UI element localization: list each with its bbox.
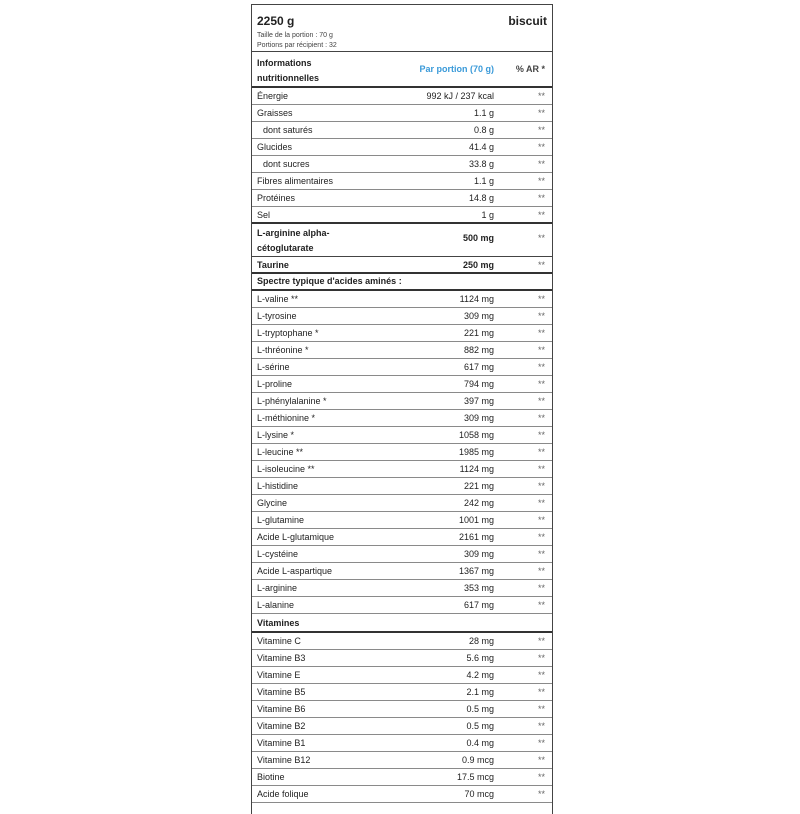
row-value: 1985 mg xyxy=(458,447,494,457)
table-row xyxy=(252,718,552,735)
amino-acids-list xyxy=(252,291,552,614)
nutrient-ar: ** xyxy=(537,125,545,135)
row-ar: ** xyxy=(537,721,545,731)
row-ar: ** xyxy=(537,379,545,389)
row-name: L-arginine xyxy=(257,583,298,593)
row-value: 0.5 mg xyxy=(466,704,494,714)
nutrient-name: dont sucres xyxy=(263,159,310,169)
table-row xyxy=(252,156,552,173)
column-header-row xyxy=(252,52,552,88)
table-row xyxy=(252,752,552,769)
row-value: 309 mg xyxy=(463,549,494,559)
row-value: 397 mg xyxy=(463,396,494,406)
table-row xyxy=(252,478,552,495)
row-value: 353 mg xyxy=(463,583,494,593)
table-row xyxy=(252,597,552,614)
row-name: Acide L-glutamique xyxy=(257,532,335,542)
row-value: 0.4 mg xyxy=(466,738,494,748)
table-row xyxy=(252,769,552,786)
nutrient-value: 41.4 g xyxy=(468,142,494,152)
nutrient-ar: ** xyxy=(537,142,545,152)
row-value: 221 mg xyxy=(463,481,494,491)
section-title: Spectre typique d'acides aminés : xyxy=(257,276,402,286)
nutrient-ar: ** xyxy=(537,108,545,118)
table-row-special xyxy=(252,224,552,257)
nutrient-value: 992 kJ / 237 kcal xyxy=(426,91,494,101)
servings-per-container: Portions par récipient : 32 xyxy=(257,42,337,49)
row-ar: ** xyxy=(537,515,545,525)
serving-size: Taille de la portion : 70 g xyxy=(257,32,333,39)
row-name: L-lysine * xyxy=(257,430,295,440)
product-header xyxy=(252,5,552,52)
row-name: L-thréonine * xyxy=(257,345,309,355)
row-ar: ** xyxy=(537,294,545,304)
table-row xyxy=(252,427,552,444)
row-value: 242 mg xyxy=(463,498,494,508)
table-row xyxy=(252,410,552,427)
table-row xyxy=(252,667,552,684)
nutrition-facts-panel xyxy=(251,4,553,814)
nutrient-value: 14.8 g xyxy=(468,193,494,203)
column-header-ar: % AR * xyxy=(515,64,545,74)
table-row xyxy=(252,393,552,410)
row-ar: ** xyxy=(537,362,545,372)
row-name: Acide L-aspartique xyxy=(257,566,333,576)
table-row xyxy=(252,207,552,224)
row-value: 794 mg xyxy=(463,379,494,389)
nutrient-name: dont saturés xyxy=(263,125,313,135)
table-row xyxy=(252,325,552,342)
special-ar: ** xyxy=(537,260,545,270)
row-value: 1367 mg xyxy=(458,566,494,576)
nutrient-name: Fibres alimentaires xyxy=(257,176,334,186)
column-header-per-portion: Par portion (70 g) xyxy=(419,64,494,74)
row-ar: ** xyxy=(537,600,545,610)
special-name: Taurine xyxy=(257,260,289,270)
row-name: Acide folique xyxy=(257,789,309,799)
nutrient-name: Énergie xyxy=(257,91,289,101)
row-name: L-isoleucine ** xyxy=(257,464,315,474)
row-name: Vitamine B3 xyxy=(257,653,306,663)
table-row xyxy=(252,650,552,667)
row-ar: ** xyxy=(537,670,545,680)
row-ar: ** xyxy=(537,738,545,748)
row-name: Vitamine B5 xyxy=(257,687,306,697)
row-value: 28 mg xyxy=(468,636,494,646)
row-ar: ** xyxy=(537,413,545,423)
row-ar: ** xyxy=(537,447,545,457)
table-row xyxy=(252,461,552,478)
column-header-name: Informations nutritionnelles xyxy=(257,58,320,83)
row-ar: ** xyxy=(537,311,545,321)
row-name: Vitamine E xyxy=(257,670,301,680)
nutrient-ar: ** xyxy=(537,176,545,186)
nutrient-value: 0.8 g xyxy=(473,125,494,135)
nutrient-name: Glucides xyxy=(257,142,293,152)
row-name: L-cystéine xyxy=(257,549,299,559)
row-value: 1058 mg xyxy=(458,430,494,440)
nutrient-name: Sel xyxy=(257,210,271,220)
row-value: 2.1 mg xyxy=(466,687,494,697)
row-name: L-valine ** xyxy=(257,294,299,304)
row-value: 1124 mg xyxy=(459,294,494,304)
table-row xyxy=(252,308,552,325)
row-value: 17.5 mcg xyxy=(456,772,494,782)
table-row xyxy=(252,190,552,207)
special-name: L-arginine alpha-cétoglutarate xyxy=(257,228,330,253)
nutrient-ar: ** xyxy=(537,193,545,203)
table-row xyxy=(252,701,552,718)
nutrient-value: 1.1 g xyxy=(473,176,494,186)
flavor-label: biscuit xyxy=(508,14,547,28)
nutrient-ar: ** xyxy=(537,159,545,169)
row-name: Vitamine B2 xyxy=(257,721,306,731)
nutrient-value: 33.8 g xyxy=(468,159,494,169)
special-value: 250 mg xyxy=(462,260,494,270)
row-value: 0.5 mg xyxy=(466,721,494,731)
row-value: 882 mg xyxy=(463,345,494,355)
nutrient-ar: ** xyxy=(537,210,545,220)
row-ar: ** xyxy=(537,549,545,559)
table-row xyxy=(252,122,552,139)
nutrient-ar: ** xyxy=(537,91,545,101)
table-row xyxy=(252,359,552,376)
row-ar: ** xyxy=(537,430,545,440)
section-header-vitamins xyxy=(252,616,552,633)
table-row xyxy=(252,563,552,580)
row-name: L-phénylalanine * xyxy=(257,396,327,406)
table-row xyxy=(252,291,552,308)
row-value: 617 mg xyxy=(463,362,494,372)
section-title: Vitamines xyxy=(257,618,300,628)
table-row xyxy=(252,684,552,701)
row-ar: ** xyxy=(537,532,545,542)
row-value: 0.9 mcg xyxy=(461,755,494,765)
vitamins-list xyxy=(252,633,552,803)
row-name: Biotine xyxy=(257,772,285,782)
row-ar: ** xyxy=(537,653,545,663)
table-row xyxy=(252,139,552,156)
row-name: Glycine xyxy=(257,498,288,508)
row-value: 5.6 mg xyxy=(466,653,494,663)
row-ar: ** xyxy=(537,789,545,799)
row-value: 2161 mg xyxy=(458,532,494,542)
row-ar: ** xyxy=(537,464,545,474)
row-ar: ** xyxy=(537,636,545,646)
row-name: L-alanine xyxy=(257,600,295,610)
table-row xyxy=(252,173,552,190)
row-ar: ** xyxy=(537,772,545,782)
row-name: L-histidine xyxy=(257,481,299,491)
row-ar: ** xyxy=(537,481,545,491)
nutrient-value: 1 g xyxy=(481,210,494,220)
row-ar: ** xyxy=(537,687,545,697)
table-row xyxy=(252,105,552,122)
row-name: Vitamine C xyxy=(257,636,301,646)
table-row xyxy=(252,735,552,752)
row-name: L-tryptophane * xyxy=(257,328,319,338)
table-row xyxy=(252,342,552,359)
row-value: 1124 mg xyxy=(459,464,494,474)
row-value: 309 mg xyxy=(463,413,494,423)
table-row xyxy=(252,88,552,105)
row-name: L-leucine ** xyxy=(257,447,304,457)
row-ar: ** xyxy=(537,583,545,593)
row-value: 70 mcg xyxy=(464,789,494,799)
row-name: L-proline xyxy=(257,379,293,389)
table-row xyxy=(252,444,552,461)
row-value: 4.2 mg xyxy=(466,670,494,680)
row-ar: ** xyxy=(537,345,545,355)
section-header-amino-acids xyxy=(252,274,552,291)
row-name: L-tyrosine xyxy=(257,311,297,321)
row-value: 221 mg xyxy=(463,328,494,338)
row-ar: ** xyxy=(537,704,545,714)
row-ar: ** xyxy=(537,328,545,338)
table-row xyxy=(252,786,552,803)
row-name: L-sérine xyxy=(257,362,290,372)
row-name: L-glutamine xyxy=(257,515,305,525)
package-weight: 2250 g xyxy=(257,14,295,28)
nutrients-list xyxy=(252,88,552,224)
special-ar: ** xyxy=(537,233,545,243)
row-value: 309 mg xyxy=(463,311,494,321)
table-row xyxy=(252,529,552,546)
nutrient-name: Protéines xyxy=(257,193,296,203)
nutrient-name: Graisses xyxy=(257,108,293,118)
row-value: 1001 mg xyxy=(458,515,494,525)
table-row xyxy=(252,633,552,650)
row-ar: ** xyxy=(537,566,545,576)
table-row xyxy=(252,376,552,393)
row-value: 617 mg xyxy=(463,600,494,610)
nutrient-value: 1.1 g xyxy=(473,108,494,118)
special-value: 500 mg xyxy=(462,233,494,243)
row-name: Vitamine B12 xyxy=(257,755,311,765)
table-row xyxy=(252,495,552,512)
row-ar: ** xyxy=(537,755,545,765)
row-name: L-méthionine * xyxy=(257,413,316,423)
table-row-special xyxy=(252,257,552,274)
row-ar: ** xyxy=(537,498,545,508)
row-name: Vitamine B6 xyxy=(257,704,306,714)
table-row xyxy=(252,512,552,529)
row-name: Vitamine B1 xyxy=(257,738,306,748)
table-row xyxy=(252,580,552,597)
table-row xyxy=(252,546,552,563)
row-ar: ** xyxy=(537,396,545,406)
